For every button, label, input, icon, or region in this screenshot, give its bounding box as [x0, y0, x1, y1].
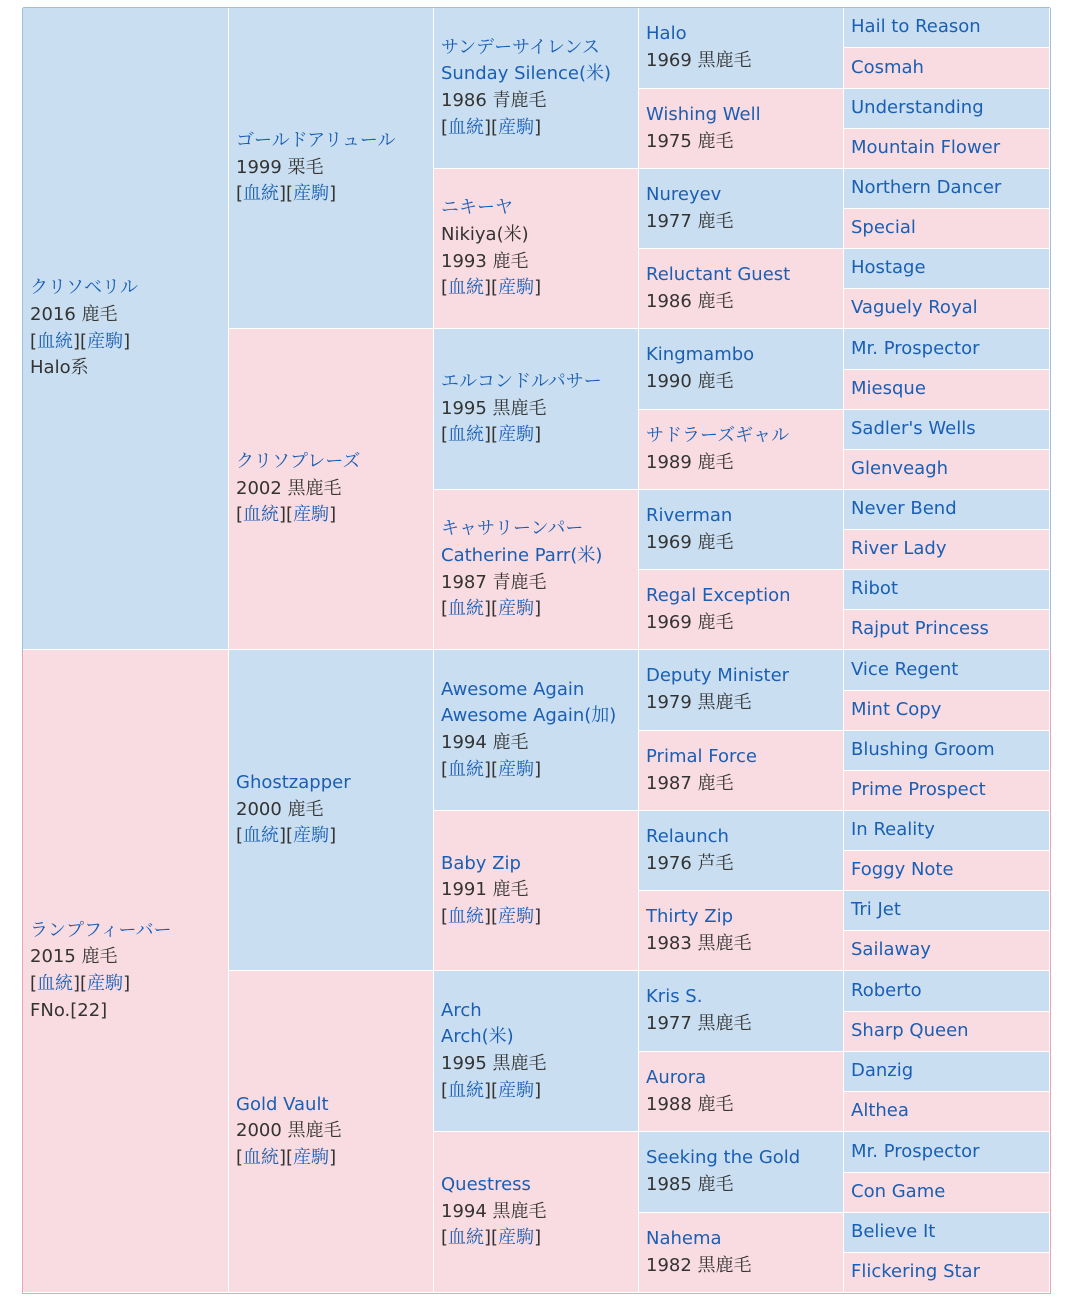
subject-dam-name[interactable]: ランプフィーバー: [30, 919, 172, 941]
gen5-cell: [844, 329, 1050, 370]
gen5-name[interactable]: Mint Copy: [851, 699, 942, 721]
gen5-cell: [844, 169, 1050, 209]
gen5-name[interactable]: Mr. Prospector: [851, 1140, 980, 1162]
gen3-name[interactable]: キャサリーンパー: [441, 518, 584, 540]
gen5-cell: [844, 530, 1050, 570]
gen4-name[interactable]: Kris S.: [646, 986, 703, 1008]
gen3-lineage-link[interactable]: 血統: [448, 598, 485, 620]
gen4-cell: [639, 891, 844, 971]
gen4-name[interactable]: Deputy Minister: [646, 665, 790, 687]
gen5-name[interactable]: Mountain Flower: [851, 137, 1001, 159]
gen5-name[interactable]: Prime Prospect: [851, 779, 986, 801]
gen4-name[interactable]: Nahema: [646, 1227, 722, 1249]
gen5-name[interactable]: Vaguely Royal: [851, 297, 978, 319]
gen4-cell: [639, 1132, 844, 1213]
gen3-offspring-link[interactable]: 産駒: [498, 598, 535, 620]
gen5-name[interactable]: Northern Dancer: [851, 177, 1002, 199]
gen2-cell: Ghostzapper 2000 鹿毛 [血統][産駒]: [229, 650, 434, 971]
gen2-year-color: 2000 黒鹿毛: [236, 1120, 342, 1142]
gen2-lineage-link[interactable]: 血統: [243, 504, 280, 526]
gen2-cell: Gold Vault 2000 黒鹿毛 [血統][産駒]: [229, 971, 434, 1293]
subject-dam-year-color: 2015 鹿毛: [30, 946, 118, 968]
gen5-name[interactable]: Con Game: [851, 1181, 946, 1203]
subject-dam-offspring-link[interactable]: 産駒: [87, 973, 124, 994]
gen3-name[interactable]: Arch: [441, 999, 482, 1021]
gen4-cell: [639, 570, 844, 650]
gen3-lineage-link[interactable]: 血統: [448, 277, 485, 299]
gen4-year-color: 1989 鹿毛: [646, 451, 734, 473]
gen2-name[interactable]: Ghostzapper: [236, 772, 351, 794]
gen5-name[interactable]: Roberto: [851, 979, 922, 1001]
gen5-name[interactable]: Miesque: [851, 378, 926, 400]
gen5-cell: [844, 1173, 1050, 1213]
gen5-name[interactable]: Althea: [851, 1100, 909, 1122]
gen4-year-color: 1969 鹿毛: [646, 611, 734, 633]
gen3-name[interactable]: Baby Zip: [441, 852, 521, 874]
gen5-cell: [844, 931, 1050, 971]
gen3-cell: Arch Arch(米) 1995 黒鹿毛 [血統][産駒]: [434, 971, 639, 1132]
gen3-name[interactable]: ニキーヤ: [441, 197, 513, 219]
gen2-lineage-link[interactable]: 血統: [243, 825, 280, 847]
gen2-lineage-link[interactable]: 血統: [243, 183, 280, 205]
gen4-name[interactable]: サドラーズギャル: [646, 424, 790, 446]
gen4-year-color: 1986 鹿毛: [646, 290, 734, 312]
gen4-cell: [639, 8, 844, 89]
gen5-cell: [844, 48, 1050, 89]
gen3-lineage-link[interactable]: 血統: [448, 1079, 485, 1101]
gen4-year-color: 1983 黒鹿毛: [646, 932, 752, 954]
gen4-cell: [639, 650, 844, 731]
gen5-cell: [844, 450, 1050, 490]
gen4-name[interactable]: Relaunch: [646, 825, 729, 847]
gen2-year-color: 2002 黒鹿毛: [236, 477, 342, 499]
gen5-cell: [844, 370, 1050, 410]
gen5-cell: [844, 1132, 1050, 1173]
gen4-year-color: 1985 鹿毛: [646, 1174, 734, 1195]
gen5-name[interactable]: Special: [851, 217, 916, 239]
gen3-cell: キャサリーンパー Catherine Parr(米) 1987 青鹿毛 [血統][産駒]: [434, 490, 639, 650]
gen3-cell: Awesome Again Awesome Again(加) 1994 鹿毛 [血統][産駒]: [434, 650, 639, 811]
subject-dam-lineage-link[interactable]: 血統: [37, 973, 74, 994]
gen4-year-color: 1979 黒鹿毛: [646, 692, 752, 713]
gen3-lineage-link[interactable]: 血統: [448, 424, 485, 446]
gen4-year-color: 1977 黒鹿毛: [646, 1013, 752, 1034]
gen5-name[interactable]: Hostage: [851, 257, 926, 279]
gen5-cell: [844, 1012, 1050, 1052]
gen5-name[interactable]: Glenveagh: [851, 458, 949, 480]
gen4-name[interactable]: Thirty Zip: [646, 905, 733, 927]
gen3-year-color: 1987 青鹿毛: [441, 571, 547, 593]
gen3-cell: サンデーサイレンス Sunday Silence(米) 1986 青鹿毛 [血統][産駒]: [434, 8, 639, 169]
gen5-cell: [844, 570, 1050, 610]
gen5-name[interactable]: River Lady: [851, 538, 947, 560]
gen5-cell: [844, 209, 1050, 249]
gen4-name[interactable]: Kingmambo: [646, 344, 755, 366]
gen4-year-color: 1990 鹿毛: [646, 371, 734, 392]
gen4-cell: [639, 490, 844, 570]
gen4-year-color: 1977 鹿毛: [646, 210, 734, 232]
gen3-offspring-link[interactable]: 産駒: [498, 424, 535, 446]
gen4-name[interactable]: Nureyev: [646, 183, 722, 205]
subject-dam-family: FNo.[22]: [30, 999, 108, 1021]
gen5-name[interactable]: Understanding: [851, 97, 984, 119]
gen5-cell: [844, 891, 1050, 931]
gen2-offspring-link[interactable]: 産駒: [293, 183, 330, 205]
gen3-year-color: 1994 鹿毛: [441, 732, 529, 753]
gen4-year-color: 1987 鹿毛: [646, 772, 734, 794]
gen4-name[interactable]: Seeking the Gold: [646, 1147, 801, 1169]
gen5-name[interactable]: Believe It: [851, 1221, 936, 1243]
gen5-name[interactable]: Cosmah: [851, 56, 924, 78]
gen5-name[interactable]: Sharp Queen: [851, 1020, 969, 1042]
gen2-lineage-link[interactable]: 血統: [243, 1146, 280, 1168]
gen2-name[interactable]: Gold Vault: [236, 1093, 329, 1115]
gen5-name[interactable]: In Reality: [851, 819, 935, 841]
gen5-name[interactable]: Foggy Note: [851, 859, 954, 881]
gen3-lineage-link[interactable]: 血統: [448, 905, 485, 927]
gen2-offspring-link[interactable]: 産駒: [293, 504, 330, 526]
gen3-lineage-link[interactable]: 血統: [448, 758, 485, 780]
gen3-name[interactable]: サンデーサイレンス: [441, 36, 600, 58]
gen5-cell: [844, 289, 1050, 329]
gen2-offspring-link[interactable]: 産駒: [293, 1146, 330, 1168]
gen3-year-color: 1995 黒鹿毛: [441, 1053, 547, 1074]
gen5-cell: [844, 811, 1050, 851]
gen5-cell: [844, 650, 1050, 691]
gen4-cell: [639, 811, 844, 891]
pedigree-table: [23, 8, 1050, 1293]
gen5-cell: [844, 851, 1050, 891]
subject-sire-name[interactable]: クリソベリル: [30, 277, 138, 299]
gen5-name[interactable]: Sailaway: [851, 939, 931, 961]
gen3-year-color: 1993 鹿毛: [441, 250, 529, 272]
gen4-name[interactable]: Reluctant Guest: [646, 263, 791, 285]
gen2-name[interactable]: ゴールドアリュール: [236, 130, 396, 152]
subject-sire-line: Halo系: [30, 357, 89, 379]
gen4-cell: [639, 249, 844, 329]
gen3-cell: ニキーヤ Nikiya(米) 1993 鹿毛 [血統][産駒]: [434, 169, 639, 329]
gen3-offspring-link[interactable]: 産駒: [498, 1079, 535, 1101]
gen5-name[interactable]: Flickering Star: [851, 1261, 980, 1283]
gen5-name[interactable]: Tri Jet: [851, 899, 901, 921]
gen4-name[interactable]: Regal Exception: [646, 584, 791, 606]
subject-sire-lineage-link[interactable]: 血統: [37, 330, 74, 352]
subject-sire-offspring-link[interactable]: 産駒: [87, 330, 124, 352]
gen2-offspring-link[interactable]: 産駒: [293, 825, 330, 847]
gen3-alt-name[interactable]: Awesome Again(加): [441, 705, 617, 727]
gen3-alt-name[interactable]: Sunday Silence(米): [441, 63, 611, 85]
subject-dam-cell: ランプフィーバー 2015 鹿毛 [血統][産駒] FNo.[22]: [23, 650, 229, 1293]
gen4-cell: [639, 329, 844, 410]
gen3-year-color: 1986 青鹿毛: [441, 90, 547, 111]
gen5-cell: [844, 410, 1050, 450]
gen4-year-color: 1988 鹿毛: [646, 1093, 734, 1115]
gen4-cell: [639, 89, 844, 169]
gen5-name[interactable]: Blushing Groom: [851, 739, 995, 761]
gen3-name[interactable]: Questress: [441, 1174, 531, 1196]
gen2-year-color: 1999 栗毛: [236, 156, 324, 178]
gen5-cell: [844, 249, 1050, 289]
gen4-year-color: 1969 鹿毛: [646, 531, 734, 553]
gen2-cell: ゴールドアリュール 1999 栗毛 [血統][産駒]: [229, 8, 434, 329]
gen4-name[interactable]: Wishing Well: [646, 103, 761, 125]
gen4-year-color: 1976 芦毛: [646, 852, 734, 874]
gen3-alt-name[interactable]: Catherine Parr(米): [441, 544, 603, 566]
gen5-cell: [844, 691, 1050, 731]
gen3-alt-name: Nikiya(米): [441, 223, 529, 245]
gen4-name[interactable]: Primal Force: [646, 745, 757, 767]
subject-sire-cell: クリソベリル 2016 鹿毛 [血統][産駒] Halo系: [23, 8, 229, 650]
gen3-offspring-link[interactable]: 産駒: [498, 116, 535, 138]
gen3-cell: エルコンドルパサー 1995 黒鹿毛 [血統][産駒]: [434, 329, 639, 490]
gen4-name[interactable]: Halo: [646, 23, 687, 45]
gen3-year-color: 1994 黒鹿毛: [441, 1200, 547, 1222]
gen3-year-color: 1995 黒鹿毛: [441, 397, 547, 419]
gen3-alt-name[interactable]: Arch(米): [441, 1026, 514, 1048]
gen4-cell: [639, 410, 844, 490]
gen5-name[interactable]: Sadler's Wells: [851, 418, 976, 440]
gen5-cell: [844, 1213, 1050, 1253]
gen5-name[interactable]: Ribot: [851, 578, 899, 600]
gen3-cell: Questress 1994 黒鹿毛 [血統][産駒]: [434, 1132, 639, 1293]
gen5-cell: [844, 8, 1050, 48]
gen5-cell: [844, 771, 1050, 811]
gen3-offspring-link[interactable]: 産駒: [498, 1227, 535, 1249]
gen5-cell: [844, 490, 1050, 530]
gen3-name[interactable]: Awesome Again: [441, 678, 585, 700]
gen5-cell: [844, 1253, 1050, 1293]
gen5-cell: [844, 129, 1050, 169]
gen4-cell: [639, 1052, 844, 1132]
gen4-cell: [639, 731, 844, 811]
gen4-cell: [639, 169, 844, 249]
gen3-lineage-link[interactable]: 血統: [448, 116, 485, 138]
gen5-cell: [844, 1092, 1050, 1132]
gen3-offspring-link[interactable]: 産駒: [498, 277, 535, 299]
gen2-name[interactable]: クリソプレーズ: [236, 451, 361, 473]
gen5-name[interactable]: Mr. Prospector: [851, 337, 980, 359]
gen5-name[interactable]: Hail to Reason: [851, 16, 981, 38]
gen4-cell: [639, 971, 844, 1052]
gen3-name[interactable]: エルコンドルパサー: [441, 371, 602, 393]
gen2-year-color: 2000 鹿毛: [236, 798, 324, 820]
gen5-cell: [844, 971, 1050, 1012]
gen4-name[interactable]: Riverman: [646, 504, 733, 526]
gen5-cell: [844, 731, 1050, 771]
gen5-cell: [844, 610, 1050, 650]
gen3-offspring-link[interactable]: 産駒: [498, 905, 535, 927]
gen4-year-color: 1969 黒鹿毛: [646, 50, 752, 71]
gen5-name[interactable]: Danzig: [851, 1060, 914, 1082]
gen3-cell: Baby Zip 1991 鹿毛 [血統][産駒]: [434, 811, 639, 971]
gen4-year-color: 1975 鹿毛: [646, 130, 734, 152]
gen4-cell: [639, 1213, 844, 1293]
gen5-cell: [844, 1052, 1050, 1092]
gen3-offspring-link[interactable]: 産駒: [498, 758, 535, 780]
gen3-year-color: 1991 鹿毛: [441, 879, 529, 901]
gen2-cell: クリソプレーズ 2002 黒鹿毛 [血統][産駒]: [229, 329, 434, 650]
gen5-name[interactable]: Vice Regent: [851, 658, 959, 680]
gen5-name[interactable]: Never Bend: [851, 498, 957, 520]
gen4-name[interactable]: Aurora: [646, 1066, 707, 1088]
subject-sire-year-color: 2016 鹿毛: [30, 303, 118, 325]
gen4-year-color: 1982 黒鹿毛: [646, 1254, 752, 1276]
gen5-name[interactable]: Rajput Princess: [851, 618, 989, 640]
gen3-lineage-link[interactable]: 血統: [448, 1227, 485, 1249]
gen5-cell: [844, 89, 1050, 129]
